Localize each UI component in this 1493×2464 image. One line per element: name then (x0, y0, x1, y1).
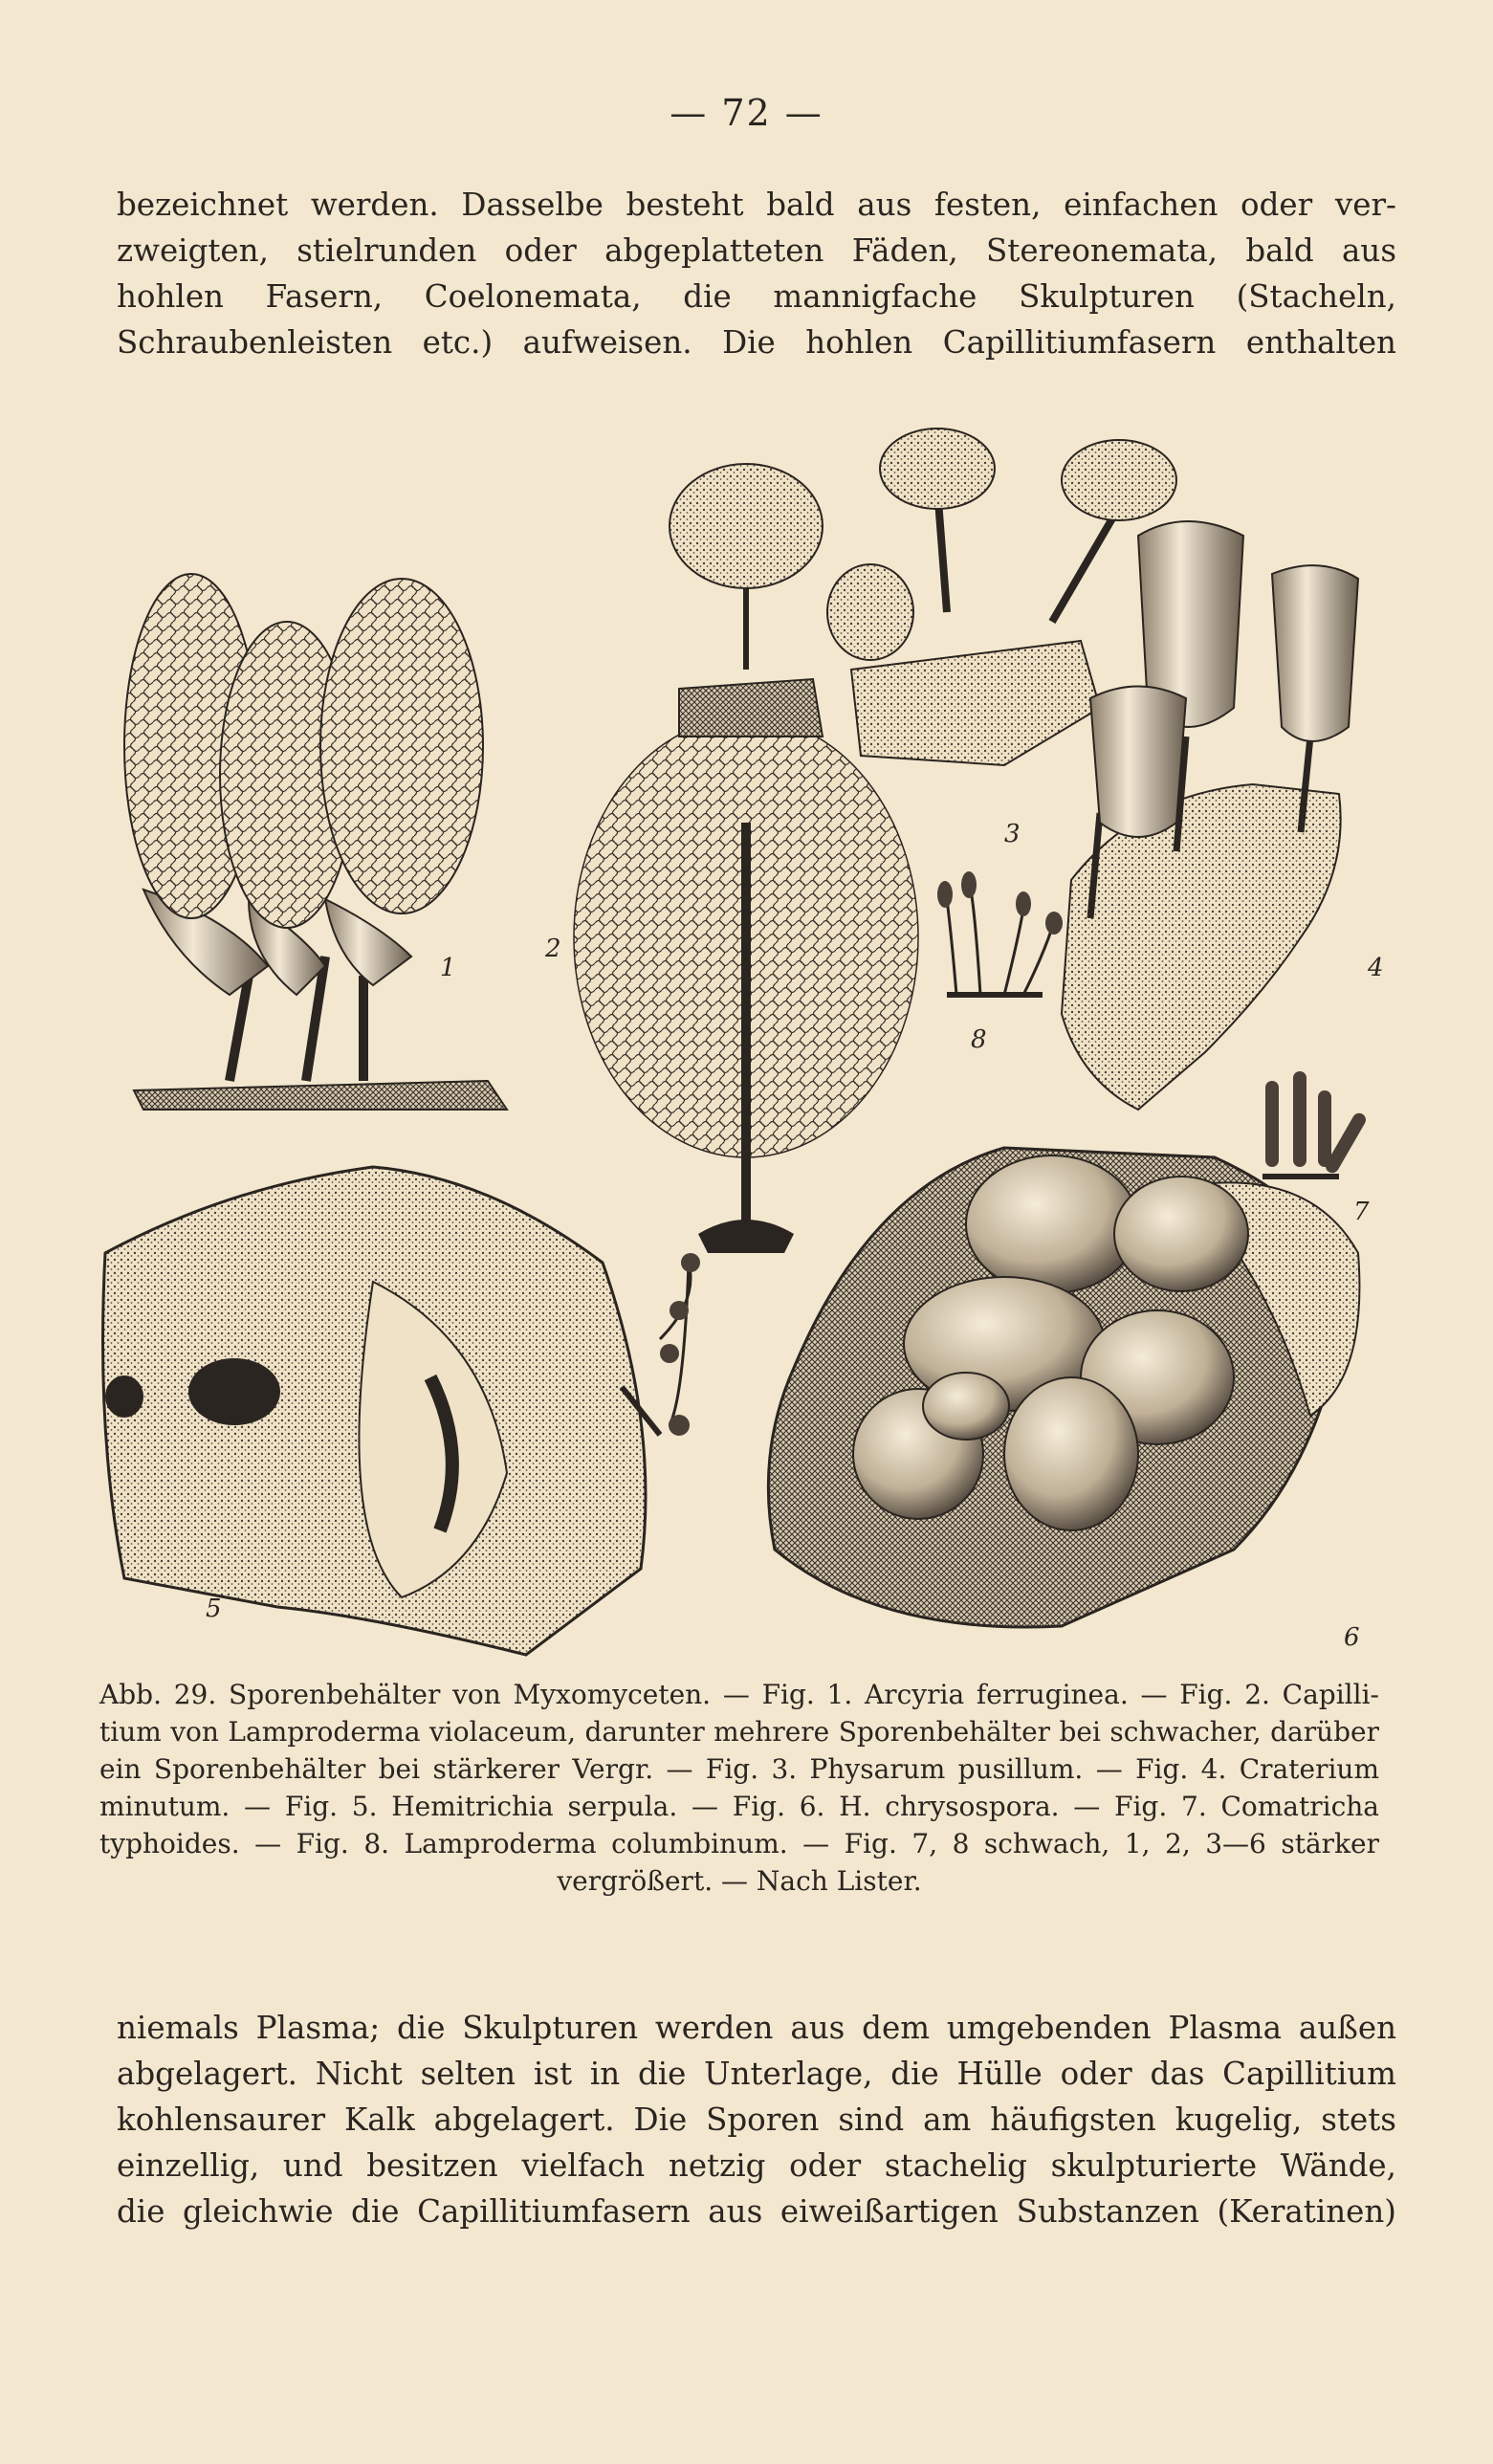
text-line: niemals Plasma; die Skulpturen werden aus dem umgebenden Plasma außen (117, 2010, 1396, 2046)
caption-line: minutum. — Fig. 5. Hemitrichia serpula. — Fig. 6. H. chrysospora. — Fig. 7. Comatricha (99, 1791, 1379, 1822)
figure-label-3: 3 (1004, 820, 1021, 848)
figure-4-craterium (1062, 521, 1384, 1110)
text-line: einzellig, und besitzen vielfach netzig oder stachelig skulpturierte Wände, (117, 2147, 1396, 2184)
figure-label-7: 7 (1353, 1198, 1370, 1226)
text-line: die gleichwie die Capillitiumfasern aus eiweißartigen Substanzen (Keratinen) (117, 2193, 1396, 2230)
paragraph-bottom (117, 2005, 1396, 2234)
caption-line: tium von Lamproderma violaceum, darunter mehrere Sporenbehälter bei schwacher, darüber (99, 1716, 1379, 1748)
figure-8-lamproderma-columbinum (937, 871, 1063, 1054)
figure-label-1: 1 (440, 954, 456, 982)
figure-label-6: 6 (1344, 1623, 1360, 1652)
text-line: Schraubenleisten etc.) aufweisen. Die hohlen Capillitiumfasern enthalten (117, 324, 1396, 361)
figure-label-8: 8 (971, 1025, 987, 1054)
text-line: abgelagert. Nicht selten ist in die Unterlage, die Hülle oder das Capillitium (117, 2056, 1396, 2092)
caption-line: Abb. 29. Sporenbehälter von Myxomyceten. — Fig. 1. Arcyria ferruginea. — Fig. 2. Capilli- (99, 1679, 1379, 1710)
caption-line: typhoides. — Fig. 8. Lamproderma columbinum. — Fig. 7, 8 schwach, 1, 2, 3—6 stärker (99, 1828, 1379, 1859)
caption-line: vergrößert. — Nach Lister. (557, 1865, 922, 1897)
text-line: zweigten, stielrunden oder abgeplatteten Fäden, Stereonemata, bald aus (117, 232, 1396, 269)
text-line: kohlensaurer Kalk abgelagert. Die Sporen sind am häufigsten kugelig, stets (117, 2101, 1396, 2138)
paragraph-top (117, 182, 1396, 365)
figure-5-hemitrichia-serpula (103, 1167, 647, 1655)
page-number: — 72 — (670, 92, 823, 134)
figure-label-2: 2 (545, 935, 561, 963)
figure-label-5: 5 (206, 1595, 222, 1623)
caption-line: ein Sporenbehälter bei stärkerer Vergr. — Fig. 3. Physarum pusillum. — Fig. 4. Craterium (99, 1753, 1379, 1785)
figure-1-arcyria (124, 574, 507, 1110)
figure-6-hemitrichia-chrysospora (768, 1148, 1359, 1652)
text-line: hohlen Fasern, Coelonemata, die mannigfache Skulpturen (Stacheln, (117, 278, 1396, 315)
figure-label-4: 4 (1368, 954, 1384, 982)
figure-caption (99, 1676, 1379, 1900)
text-line: bezeichnet werden. Dasselbe besteht bald aus festen, einfachen oder ver- (117, 187, 1396, 223)
figure-plate (86, 421, 1406, 1664)
